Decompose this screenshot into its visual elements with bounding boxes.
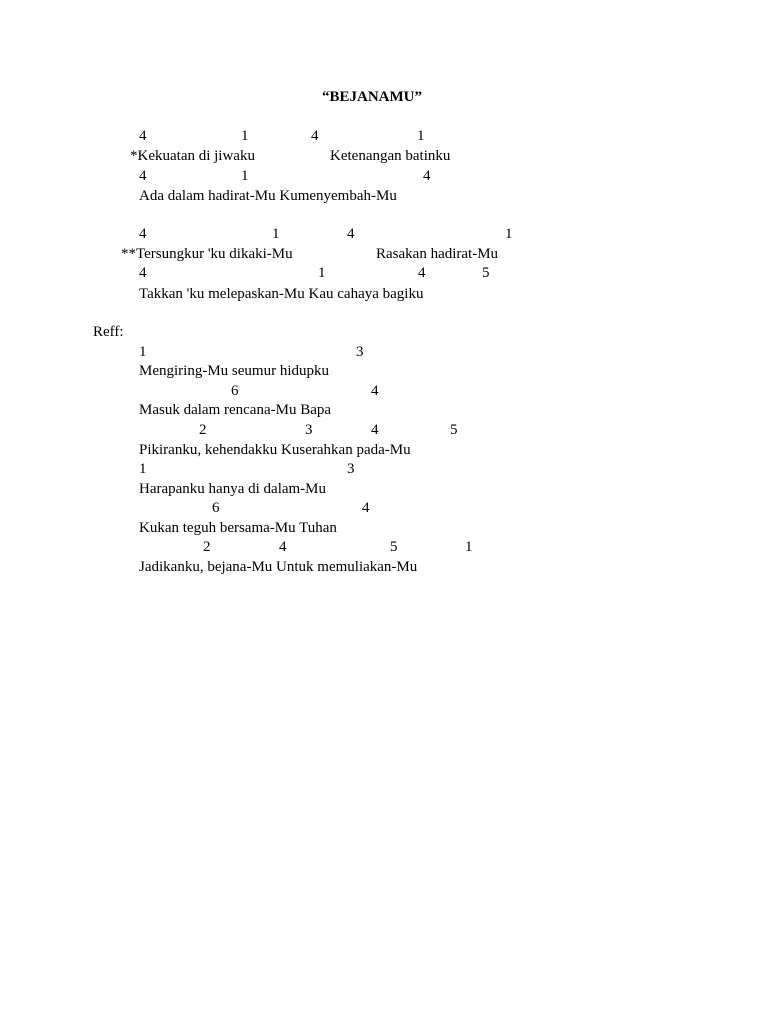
chord: 1 (272, 226, 280, 242)
chord: 4 (362, 500, 370, 516)
chord: 4 (371, 422, 379, 438)
chord: 4 (418, 265, 426, 281)
lyric-line: **Tersungkur 'ku dikaki-Mu (121, 246, 293, 262)
song-title: “BEJANAMU” (322, 89, 422, 105)
chord: 5 (390, 539, 398, 555)
chord: 1 (139, 461, 147, 477)
chord: 1 (241, 168, 249, 184)
lyric-line: Kukan teguh bersama-Mu Tuhan (139, 520, 337, 536)
chord: 2 (203, 539, 211, 555)
chord: 6 (212, 500, 220, 516)
lyric-line: Mengiring-Mu seumur hidupku (139, 363, 329, 379)
lyric-line: Harapanku hanya di dalam-Mu (139, 481, 327, 497)
chord: 3 (356, 344, 364, 360)
chord: 4 (139, 128, 147, 144)
lyric-line: Ketenangan batinku (330, 148, 451, 164)
chord: 4 (347, 226, 355, 242)
lyric-line: Pikiranku, kehendakku Kuserahkan pada-Mu (139, 442, 411, 458)
chord: 4 (423, 168, 431, 184)
lyric-line: Jadikanku, bejana-Mu Untuk memuliakan-Mu (139, 559, 418, 575)
chord: 4 (139, 265, 147, 281)
chord: 1 (505, 226, 513, 242)
chord: 3 (305, 422, 313, 438)
chord: 4 (139, 226, 147, 242)
lyric-line: *Kekuatan di jiwaku (130, 148, 255, 164)
lyric-line: Ada dalam hadirat-Mu Kumenyembah-Mu (139, 188, 397, 204)
chord: 4 (311, 128, 319, 144)
chord: 1 (318, 265, 326, 281)
chord: 1 (241, 128, 249, 144)
lyric-line: Rasakan hadirat-Mu (376, 246, 499, 262)
chord: 4 (139, 168, 147, 184)
chord: 1 (417, 128, 425, 144)
chord: 4 (371, 383, 379, 399)
reff-label: Reff: (93, 324, 124, 340)
chord: 1 (465, 539, 473, 555)
chord: 6 (231, 383, 239, 399)
lyric-line: Takkan 'ku melepaskan-Mu Kau cahaya bagiku (139, 286, 424, 302)
chord: 2 (199, 422, 207, 438)
lyric-line: Masuk dalam rencana-Mu Bapa (139, 402, 332, 418)
chord: 5 (482, 265, 490, 281)
chord: 4 (279, 539, 287, 555)
chord: 3 (347, 461, 355, 477)
chord: 5 (450, 422, 458, 438)
chord: 1 (139, 344, 147, 360)
